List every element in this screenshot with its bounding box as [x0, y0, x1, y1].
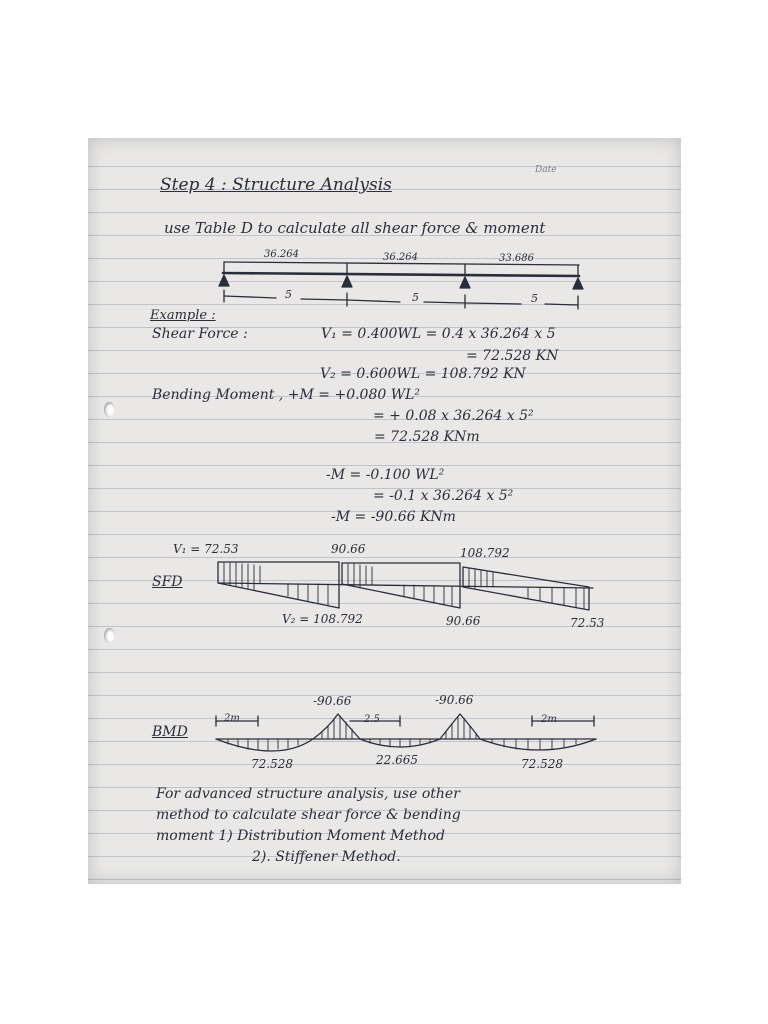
footer-line-1: For advanced structure analysis, use other: [156, 786, 460, 802]
bending-moment-diagram: [216, 714, 596, 751]
bending-moment-line-2: = + 0.08 x 36.264 x 5²: [373, 408, 534, 424]
bending-moment-line-3: = 72.528 KNm: [374, 429, 480, 445]
shear-line-3: V₂ = 0.600WL = 108.792 KN: [320, 366, 526, 382]
sfd-baseline: [218, 583, 593, 588]
span-label: 5: [285, 288, 292, 301]
bmd-bottom-label: 72.528: [521, 757, 563, 771]
sfd-bottom-label: 90.66: [446, 614, 481, 628]
support-icon: [219, 275, 229, 286]
date-label: Date: [535, 165, 557, 175]
load-label: 36.264: [264, 249, 299, 260]
support-icon: [342, 276, 352, 287]
sfd-bottom-label: 72.53: [570, 616, 605, 630]
drawings: [88, 138, 681, 884]
sfd-top-label: 90.66: [331, 542, 366, 556]
dimension-line: [424, 302, 465, 303]
bmd-dimension: 2.5: [364, 714, 380, 725]
sfd-label: SFD: [152, 574, 183, 590]
dimension-line: [301, 299, 347, 300]
bmd-top-label: -90.66: [313, 694, 352, 708]
bending-moment-line-1: Bending Moment , +M = +0.080 WL²: [152, 387, 421, 403]
footer-line-4: 2). Stiffener Method.: [252, 849, 401, 865]
example-label: Example :: [150, 308, 216, 323]
dimension-line: [465, 303, 521, 304]
bending-moment-line-5: = -0.1 x 36.264 x 5²: [373, 488, 514, 504]
notebook-page: [88, 138, 681, 884]
intro-line: use Table D to calculate all shear force & moment: [164, 219, 546, 237]
footer-line-3: moment 1) Distribution Moment Method: [156, 828, 445, 844]
page-title: Step 4 : Structure Analysis: [160, 175, 392, 195]
dimension-line: [545, 304, 578, 305]
load-label: 33.686: [499, 253, 534, 264]
bmd-bottom-label: 22.665: [376, 753, 418, 767]
span-label: 5: [531, 292, 538, 305]
bending-moment-line-4: -M = -0.100 WL²: [326, 467, 445, 483]
support-icon: [460, 277, 470, 288]
span-label: 5: [412, 291, 419, 304]
shear-force-label: Shear Force :: [152, 326, 248, 342]
bmd-curve: [216, 714, 596, 751]
sfd-top-label: 108.792: [460, 546, 510, 560]
support-icon: [573, 278, 583, 289]
beam-line: [223, 273, 579, 276]
sfd-hatching: [224, 563, 584, 609]
sfd-bottom-label: V₂ = 108.792: [282, 612, 363, 626]
sfd-span: [463, 567, 589, 610]
shear-line-1: V₁ = 0.400WL = 0.4 x 36.264 x 5: [321, 326, 556, 342]
footer-line-2: method to calculate shear force & bending: [156, 807, 461, 823]
bmd-dimension: 2m: [541, 714, 557, 725]
bmd-top-label: -90.66: [435, 693, 474, 707]
bmd-bottom-label: 72.528: [251, 757, 293, 771]
dimension-line: [224, 296, 276, 298]
load-label: 36.264: [383, 252, 418, 263]
bmd-hatching: [228, 716, 576, 750]
shear-line-2: = 72.528 KN: [466, 348, 559, 364]
shear-force-diagram: [218, 562, 593, 610]
load-line: [224, 262, 579, 265]
bending-moment-line-6: -M = -90.66 KNm: [331, 509, 456, 525]
bmd-label: BMD: [152, 724, 188, 740]
dimension-line: [347, 300, 400, 302]
beam-diagram: [219, 262, 583, 309]
sfd-top-label: V₁ = 72.53: [173, 542, 239, 556]
bmd-dimension: 2m: [224, 713, 240, 724]
